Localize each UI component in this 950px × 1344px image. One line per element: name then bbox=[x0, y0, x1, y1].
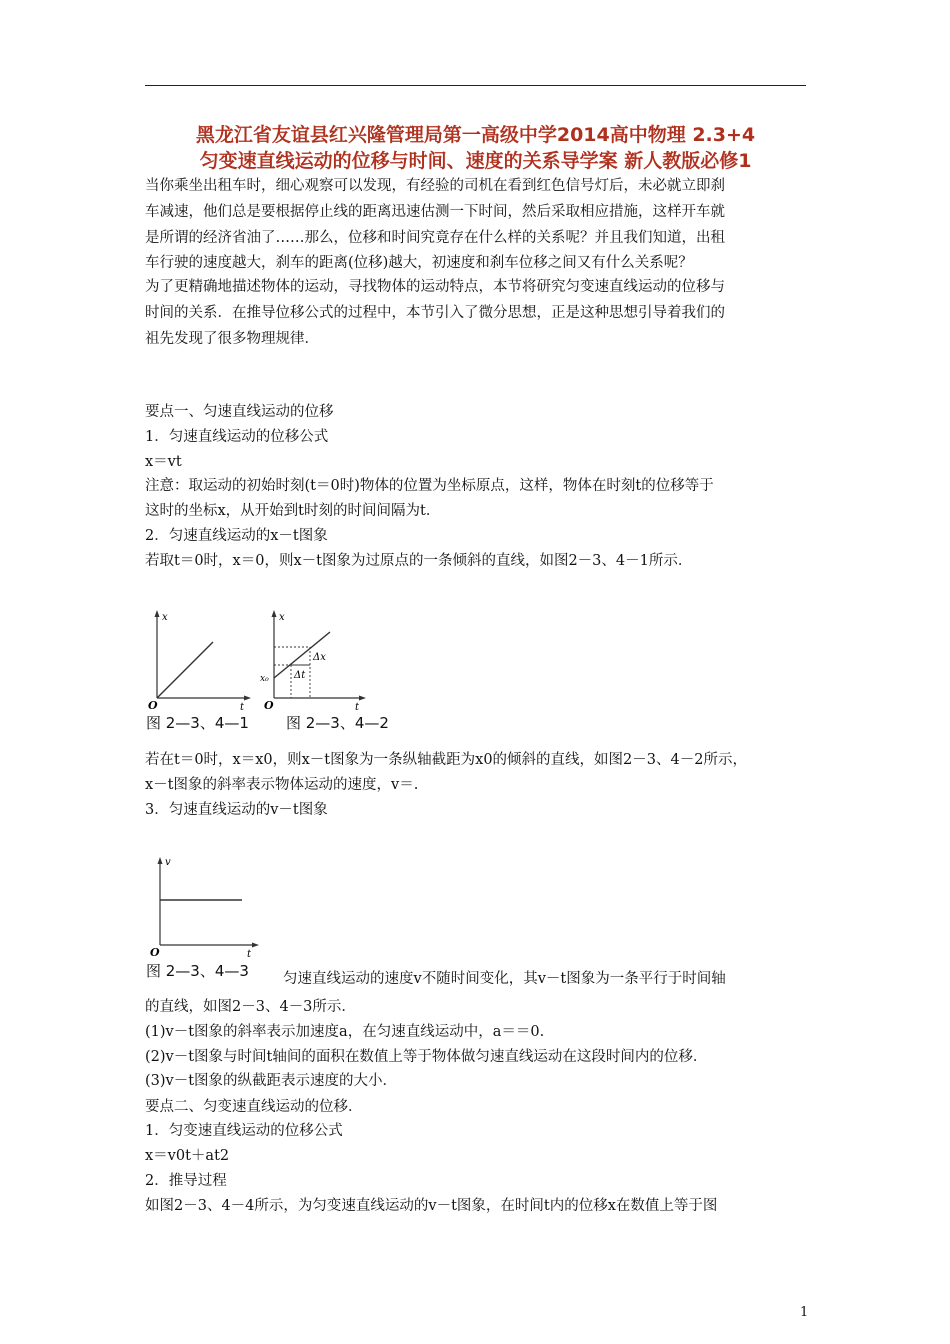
origin-label: O bbox=[148, 699, 158, 711]
intro-line: 当你乘坐出租车时，细心观察可以发现，有经验的司机在看到红色信号灯后，未必就立即刹 bbox=[145, 178, 725, 194]
body-line: (1)v－t图象的斜率表示加速度a，在匀速直线运动中，a＝＝0. bbox=[145, 1024, 545, 1040]
axis-label-t: t bbox=[240, 702, 245, 711]
origin-label: O bbox=[150, 946, 160, 958]
intro-line: 祖先发现了很多物理规律． bbox=[145, 331, 319, 347]
subheading: 1．匀速直线运动的位移公式 bbox=[145, 429, 329, 445]
subheading: 1．匀变速直线运动的位移公式 bbox=[145, 1123, 343, 1139]
page-number: 1 bbox=[800, 1305, 809, 1320]
body-line: 若在t＝0时，x＝x0，则x－t图象为一条纵轴截距为x0的倾斜的直线，如图2－3、4－2所示， bbox=[145, 752, 747, 768]
figure-caption: 图 2—3、4—3 bbox=[146, 962, 249, 980]
subheading: 2．匀速直线运动的x－t图象 bbox=[145, 528, 328, 544]
body-line: 如图2－3、4－4所示，为匀变速直线运动的v－t图象，在时间t内的位移x在数值上等于图 bbox=[145, 1198, 718, 1214]
figure-xt-origin bbox=[145, 606, 255, 711]
delta-t-label: Δt bbox=[294, 670, 306, 681]
subheading: 3．匀速直线运动的v－t图象 bbox=[145, 802, 328, 818]
axis-label-t: t bbox=[355, 702, 360, 711]
delta-x-label: Δx bbox=[313, 652, 326, 663]
axis-label-x: x bbox=[162, 612, 168, 623]
intro-line: 时间的关系．在推导位移公式的过程中，本节引入了微分思想，正是这种思想引导着我们的 bbox=[145, 305, 725, 321]
title-line-2: 匀变速直线运动的位移与时间、速度的关系导学案 新人教版必修1 bbox=[199, 150, 752, 172]
axis-label-v: v bbox=[165, 857, 171, 868]
section-heading: 要点一、匀速直线运动的位移 bbox=[145, 404, 334, 420]
body-line: (2)v－t图象与时间t轴间的面积在数值上等于物体做匀速直线运动在这段时间内的位移． bbox=[145, 1049, 708, 1065]
body-line: (3)v－t图象的纵截距表示速度的大小． bbox=[145, 1073, 398, 1089]
intro-line: 车减速，他们总是要根据停止线的距离迅速估测一下时间，然后采取相应措施，这样开车就 bbox=[145, 204, 725, 220]
intro-line: 为了更精确地描述物体的运动，寻找物体的运动特点，本节将研究匀变速直线运动的位移与 bbox=[145, 279, 725, 295]
axis-label-t: t bbox=[247, 949, 252, 958]
title-line-1: 黑龙江省友谊县红兴隆管理局第一高级中学2014高中物理 2.3+4 bbox=[195, 124, 756, 146]
origin-label: O bbox=[264, 699, 274, 711]
body-line: 注意：取运动的初始时刻(t＝0时)物体的位置为坐标原点，这样，物体在时刻t的位移等于 bbox=[145, 478, 714, 494]
x0-label: x₀ bbox=[260, 674, 269, 684]
figure-vt-uniform bbox=[145, 853, 265, 958]
header-rule bbox=[145, 85, 806, 86]
body-line: 的直线，如图2－3、4－3所示． bbox=[145, 999, 356, 1015]
section-heading: 要点二、匀变速直线运动的位移． bbox=[145, 1099, 363, 1115]
intro-line: 是所谓的经济省油了……那么，位移和时间究竟存在什么样的关系呢？并且我们知道，出租 bbox=[145, 230, 725, 246]
formula: x＝vt bbox=[145, 454, 182, 470]
intro-line: 车行驶的速度越大，刹车的距离(位移)越大，初速度和刹车位移之间又有什么关系呢？ bbox=[145, 255, 693, 271]
body-line: 匀速直线运动的速度v不随时间变化，其v－t图象为一条平行于时间轴 bbox=[283, 971, 726, 987]
formula: x＝v0t＋at2 bbox=[145, 1148, 230, 1164]
figure-xt-intercept bbox=[258, 606, 373, 711]
body-line: 这时的坐标x，从开始到t时刻的时间间隔为t． bbox=[145, 503, 441, 519]
axis-label-x: x bbox=[279, 612, 285, 623]
body-line: 若取t＝0时，x＝0，则x－t图象为过原点的一条倾斜的直线，如图2－3、4－1所示． bbox=[145, 553, 693, 569]
figure-caption: 图 2—3、4—1 bbox=[146, 714, 249, 732]
figure-caption: 图 2—3、4—2 bbox=[286, 714, 389, 732]
subheading: 2．推导过程 bbox=[145, 1173, 227, 1189]
body-line: x－t图象的斜率表示物体运动的速度，v＝. bbox=[145, 777, 419, 793]
